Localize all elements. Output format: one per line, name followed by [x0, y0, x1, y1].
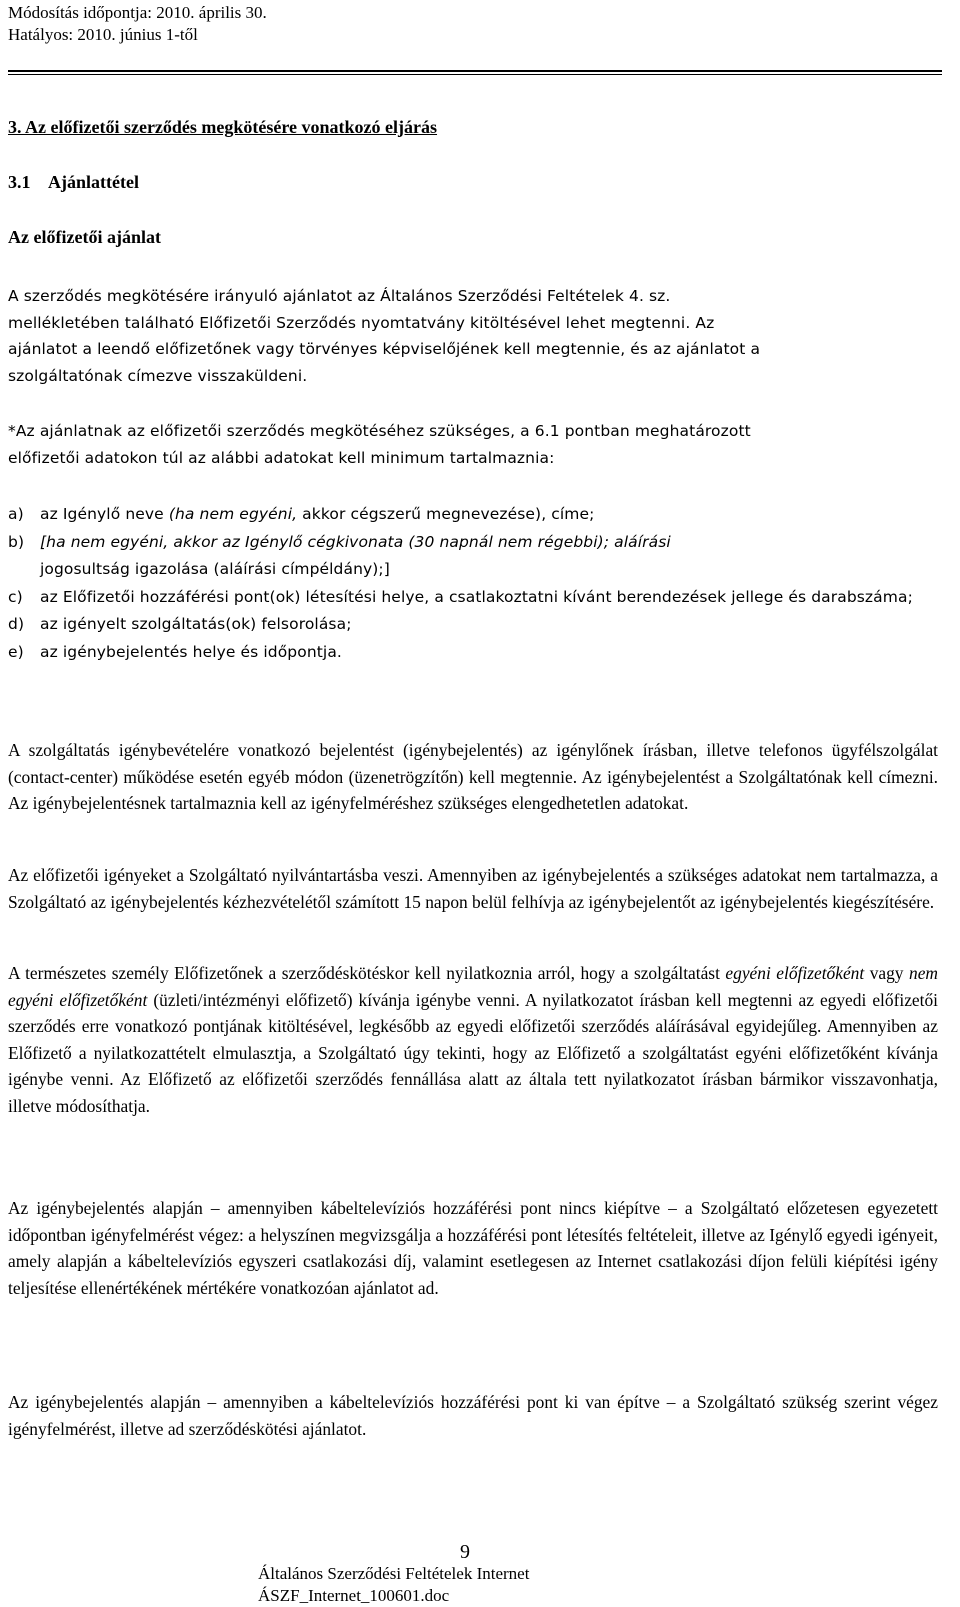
list-item-b: b) [ha nem egyéni, akkor az Igénylő cégkivonata (30 napnál nem régebbi); aláírási jogosultság igazolása (aláírási címpéldány);] [8, 529, 938, 584]
survey-paragraph: Az igénybejelentés alapján – amennyiben kábeltelevíziós hozzáférési pont nincs kiépítve – a Szolgáltató előzetesen egyezetett időpontban igényfelmérést végez: a helyszínen megvizsgálja a hozzáférési pont létesítés feltételeit, illetve az Igénylő egyedi igényeit, amely alapján a kábeltelevíziós egyszeri csatlakozási díj, valamint esetlegesen az Internet csatlakozási díjon felüli kiépítési igény teljesítése ellenértékének mértékére vonatkozóan ajánlatot ad. [8, 1198, 938, 1298]
required-data-line: *Az ajánlatnak az előfizetői szerződés megkötéséhez szükséges, a 6.1 pontban meghatározott [8, 422, 751, 440]
list-marker: b) [8, 532, 25, 551]
list-item-d: d) az igényelt szolgáltatás(ok) felsorolása; [8, 611, 938, 639]
required-data-line: előfizetői adatokon túl az alábbi adatokat kell minimum tartalmaznia: [8, 448, 555, 467]
header-rule [8, 70, 942, 75]
section-title: 3. Az előfizetői szerződés megkötésére vonatkozó eljárás [8, 117, 438, 137]
header-modified-date: Módosítás időpontja: 2010. április 30. [8, 3, 267, 22]
request-paragraph: A szolgáltatás igénybevételére vonatkozó bejelentést (igénybejelentés) az igénylőnek írásban, illetve telefonos ügyfélszolgálat (contact-center) működése esetén egyéb módon (üzenetrögzítőn) kell megtennie. Az igénybejelentést a Szolgáltatónak kell címezni. Az igénybejelentésnek tartalmaznia kell az igényfelméréshez szükséges elengedhetetlen adatokat. [8, 740, 938, 813]
header-effective-date: Hatályos: 2010. június 1-től [8, 25, 198, 44]
subsection-title: 3.1 Ajánlattétel [8, 172, 139, 192]
page-footer [258, 1563, 529, 1607]
list-marker: e) [8, 642, 24, 661]
page-number: 9 [460, 1541, 470, 1563]
page-header [8, 2, 267, 46]
list-item-e: e) az igénybejelentés helye és időpontja. [8, 639, 938, 667]
list-item-a: a) az Igénylő neve (ha nem egyéni, akkor cégszerű megnevezése), címe; [8, 501, 938, 529]
offer-line: szolgáltatónak címezve visszaküldeni. [8, 366, 308, 385]
required-data-list [8, 501, 938, 666]
required-data-paragraph [8, 418, 938, 471]
declaration-paragraph: A természetes személy Előfizetőnek a szerződéskötéskor kell nyilatkoznia arról, hogy a szolgáltatást egyéni előfizetőként vagy nem egyéni előfizetőként (üzleti/intézményi előfizető) kívánja igénybe venni. A nyilatkozatot írásban kell megtenni az egyedi előfizetői szerződés erre vonatkozó pontjának kitöltésével, legkésőbb az egyedi előfizetői szerződés aláírásával egyidejűleg. Amennyiben az Előfizető a nyilatkozattételt elmulasztja, a Szolgáltató úgy tekinti, hogy az Előfizető a szolgáltatást egyéni előfizetőként kívánja igénybe venni. Az Előfizető az előfizetői szerződés fennállása alatt az általa tett nyilatkozatot írásban bármikor visszavonhatja, illetve módosíthatja. [8, 963, 938, 1116]
list-item-c: c) az Előfizetői hozzáférési pont(ok) létesítési helye, a csatlakoztatni kívánt berendezések jellege és darabszáma; [8, 584, 938, 612]
sub-heading: Az előfizetői ajánlat [8, 227, 161, 247]
offer-paragraph [8, 283, 938, 389]
offer-line: mellékletében található Előfizetői Szerződés nyomtatvány kitöltésével lehet megtenni. Az [8, 313, 715, 332]
offer-line: ajánlatot a leendő előfizetőnek vagy törvényes képviselőjének kell megtennie, és az ajánlatot a [8, 340, 761, 358]
list-marker: c) [8, 587, 23, 606]
registry-paragraph: Az előfizetői igényeket a Szolgáltató nyilvántartásba veszi. Amennyiben az igénybejelentés a szükséges adatokat nem tartalmazza, a Szolgáltató az igénybejelentés kézhezvételétől számított 15 napon belül felhívja az igénybejelentőt az igénybejelentés kiegészítésére. [8, 865, 938, 912]
list-marker: a) [8, 505, 24, 523]
existing-point-paragraph: Az igénybejelentés alapján – amennyiben a kábeltelevíziós hozzáférési pont ki van építve – a Szolgáltató szükség szerint végez igényfelmérést, illetve ad szerződéskötési ajánlatot. [8, 1392, 938, 1439]
footer-document-title: Általános Szerződési Feltételek Internet [258, 1564, 530, 1583]
footer-file-name: ÁSZF_Internet_100601.doc [258, 1586, 450, 1605]
offer-line: A szerződés megkötésére irányuló ajánlatot az Általános Szerződési Feltételek 4. sz. [8, 287, 671, 305]
list-marker: d) [8, 615, 25, 633]
